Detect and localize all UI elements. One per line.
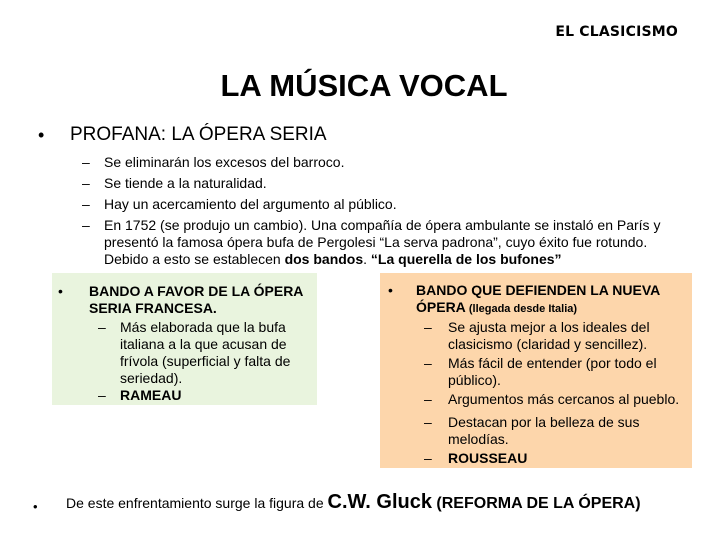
dash: –: [424, 391, 432, 407]
bullet: •: [388, 282, 393, 298]
box-title-bold: ÓPERA: [416, 299, 466, 315]
dash: –: [424, 319, 432, 335]
dash: –: [424, 414, 432, 430]
box-title-line: BANDO A FAVOR DE LA ÓPERA: [89, 283, 304, 299]
dash: –: [424, 450, 432, 466]
box-item-line: Más fácil de entender (por todo el: [448, 355, 657, 371]
list-item: Se eliminarán los excesos del barroco.: [104, 154, 345, 170]
box-item-line: clasicismo (claridad y sencillez).: [448, 336, 648, 352]
box-item-line: italiana a la que acusan de: [120, 336, 287, 352]
box-item-line: público).: [448, 372, 501, 388]
box-title-line: [416, 299, 660, 318]
dash: –: [98, 387, 106, 403]
composer-rousseau: ROUSSEAU: [448, 450, 528, 466]
box-item-line: Destacan por la belleza de sus: [448, 414, 640, 430]
dash: –: [424, 355, 432, 371]
dash: –: [82, 217, 90, 233]
dash: –: [82, 154, 90, 170]
box-item: Argumentos más cercanos al pueblo.: [448, 391, 680, 407]
conclusion-line: [66, 491, 641, 514]
box-item: [448, 414, 639, 448]
dash: –: [82, 196, 90, 212]
box-item-line: seriedad).: [120, 370, 183, 386]
box-item-line: Más elaborada que la bufa: [120, 319, 286, 335]
history-punct: .: [363, 251, 371, 267]
bullet: •: [38, 125, 45, 145]
dash: –: [82, 175, 90, 191]
dos-bandos: dos bandos: [284, 251, 364, 267]
history-text: Debido a esto se establecen: [104, 251, 285, 267]
box-item: [120, 319, 290, 387]
composer-rameau: RAMEAU: [120, 387, 182, 403]
box-title-line: SERIA FRANCESA.: [89, 300, 217, 316]
italian-opera-box: [380, 273, 692, 468]
history-line: [104, 251, 694, 268]
bullet: •: [58, 283, 63, 299]
slide-title: LA MÚSICA VOCAL: [220, 68, 508, 103]
box-item-line: frívola (superficial y falta de: [120, 353, 291, 369]
box-title-line: BANDO QUE DEFIENDEN LA NUEVA: [416, 282, 661, 298]
list-item-history: [104, 217, 694, 268]
box-item-line: melodías.: [448, 431, 509, 447]
list-item: Hay un acercamiento del argumento al público.: [104, 196, 397, 212]
history-line: presentó la famosa ópera bufa de Pergolesi “La serva padrona”, cuyo éxito fue rotundo.: [104, 234, 648, 250]
section-heading: PROFANA: LA ÓPERA SERIA: [70, 124, 327, 145]
list-item: Se tiende a la naturalidad.: [104, 175, 267, 191]
conclusion-text: De este enfrentamiento surge la figura de: [66, 495, 328, 511]
french-opera-box: [52, 273, 317, 405]
querella-quote: “La querella de los bufones”: [370, 251, 562, 267]
box-title-note: (llegada desde Italia): [465, 303, 578, 315]
dash: –: [98, 319, 106, 335]
box-title: [89, 283, 303, 317]
box-item: [448, 319, 650, 353]
bullet: •: [33, 499, 38, 514]
history-line: En 1752 (se produjo un cambio). Una compañía de ópera ambulante se instaló en París y: [104, 217, 661, 233]
reform-text: (REFORMA DE LA ÓPERA): [431, 495, 641, 512]
gluck-name: C.W. Gluck: [327, 491, 432, 513]
header-tag: EL CLASICISMO: [555, 24, 678, 40]
box-item-line: Se ajusta mejor a los ideales del: [448, 319, 650, 335]
box-title: [416, 282, 660, 318]
box-item: [448, 355, 657, 389]
